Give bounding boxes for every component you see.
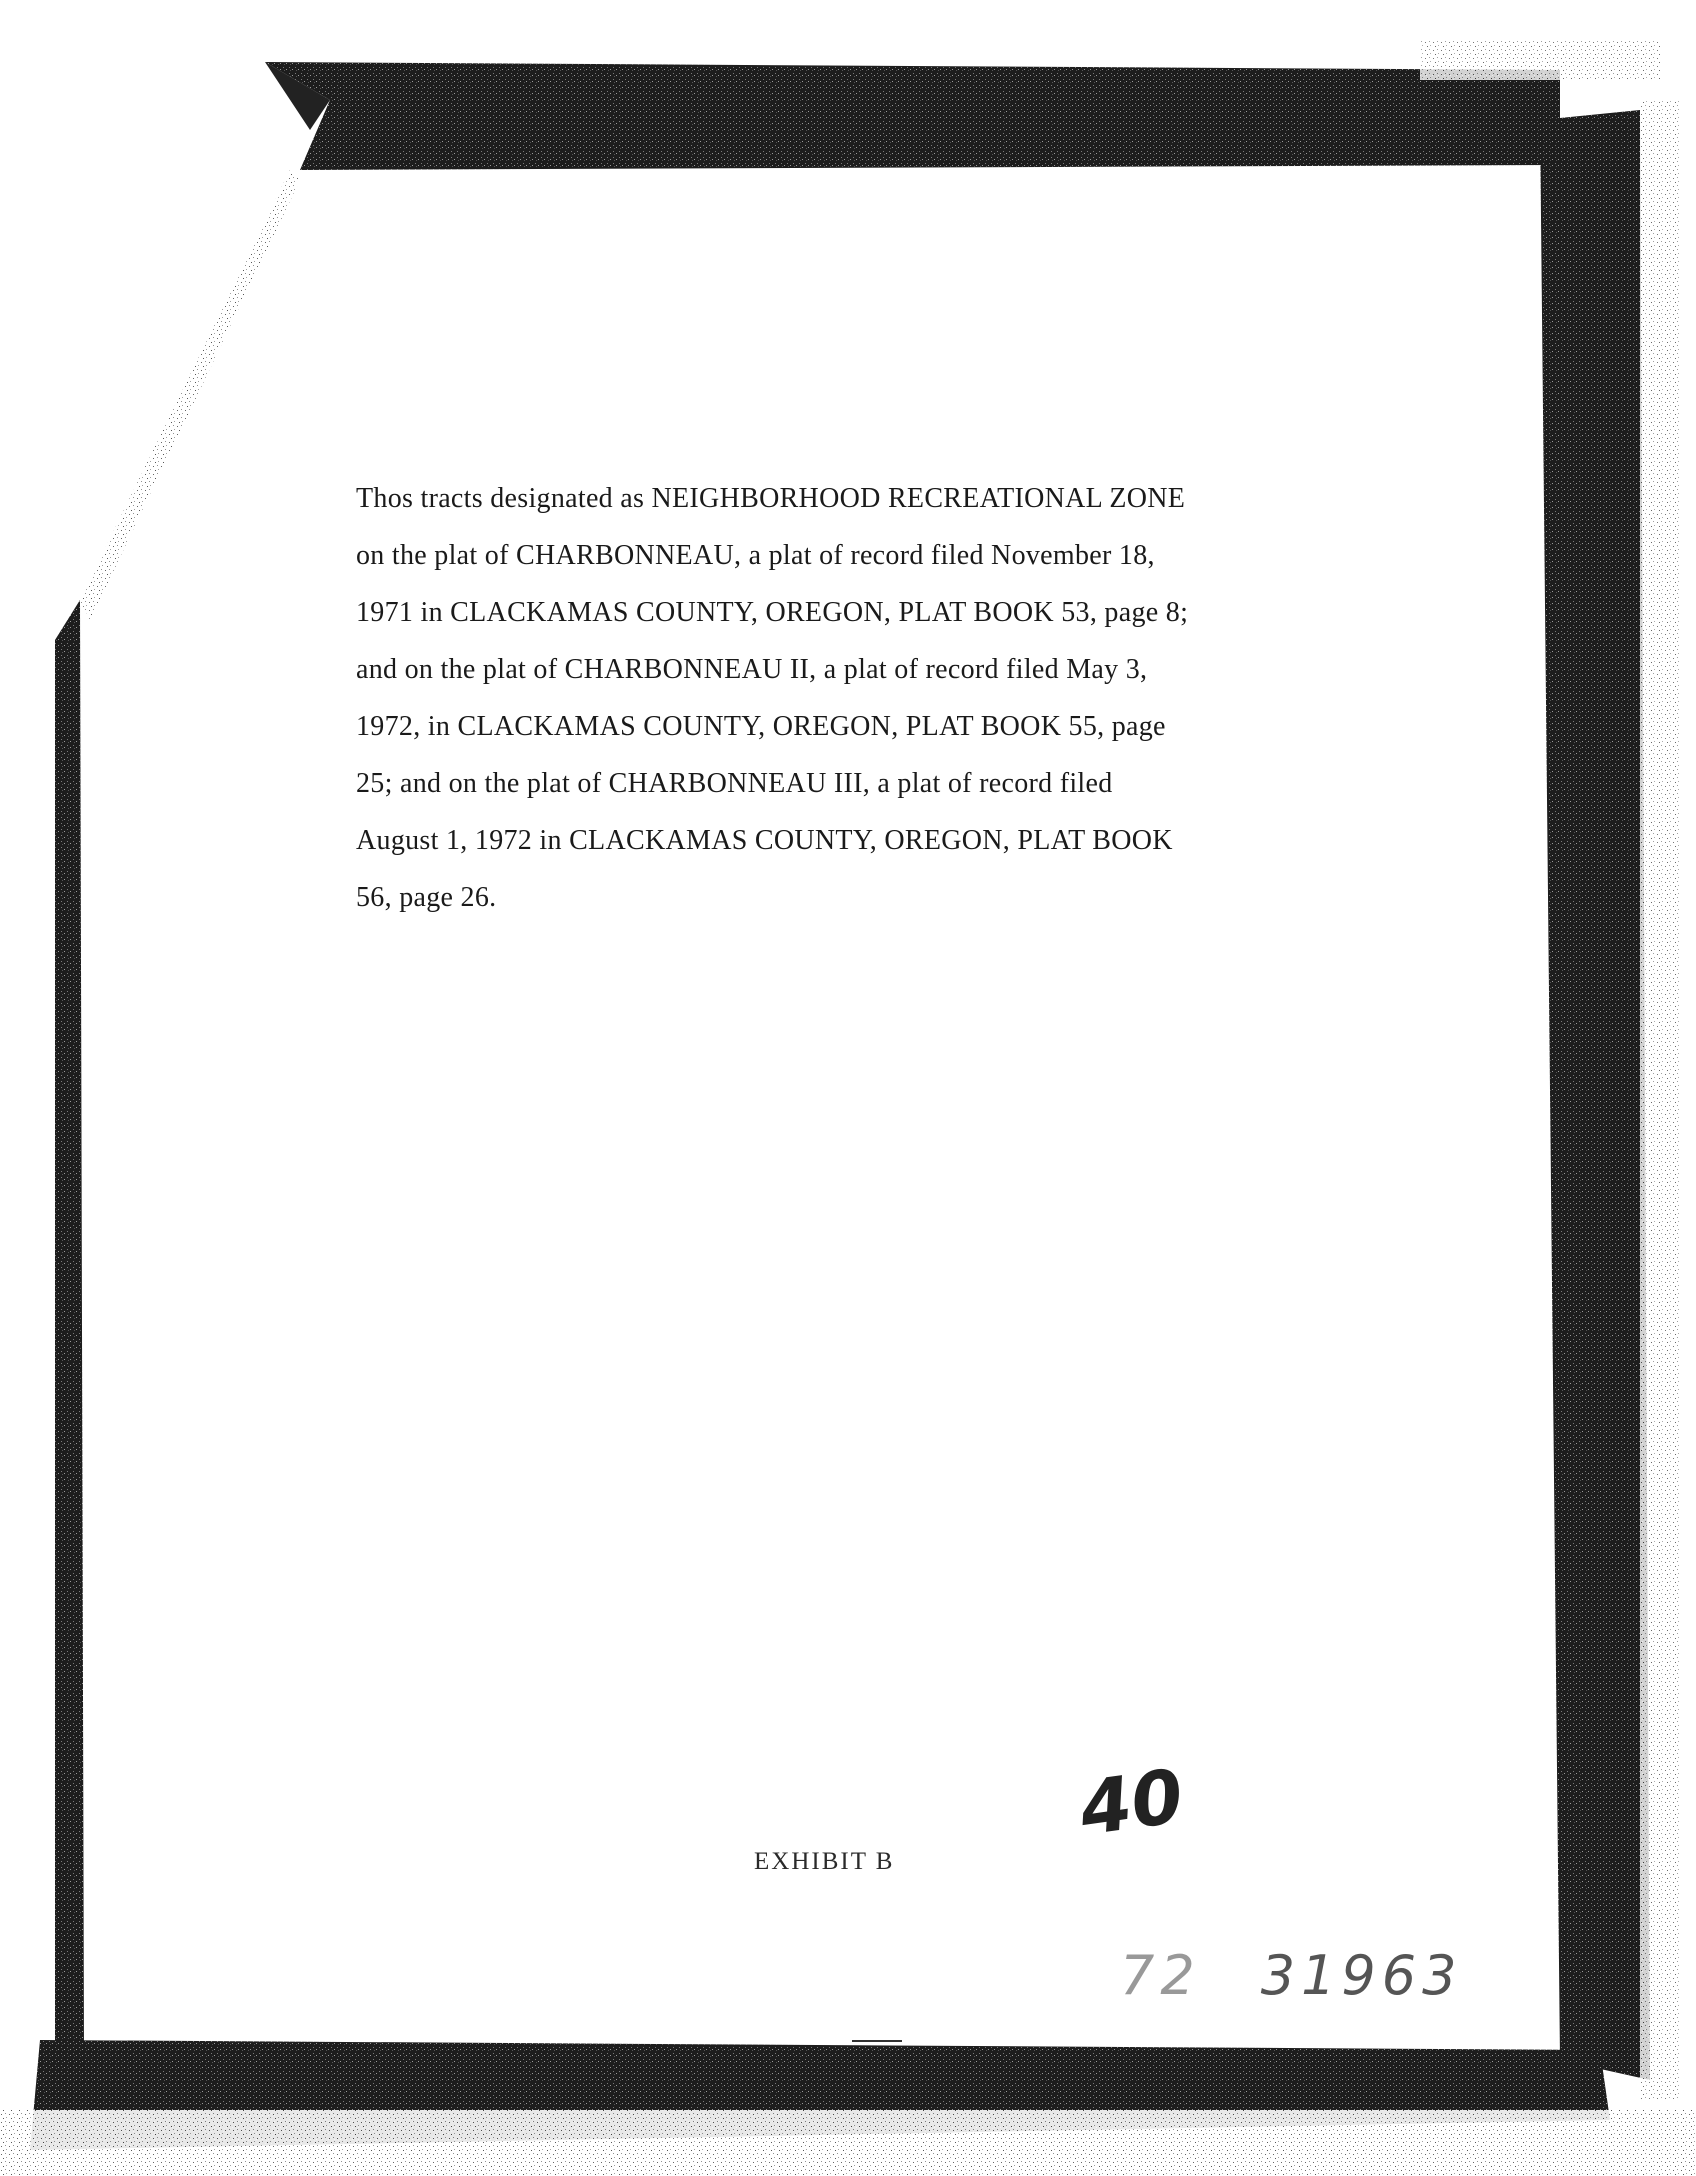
exhibit-label: EXHIBIT B	[754, 1848, 895, 1875]
paragraph-line: and on the plat of CHARBONNEAU II, a plat of record filed May 3,	[356, 654, 1148, 685]
paragraph-line: on the plat of CHARBONNEAU, a plat of record filed November 18,	[356, 540, 1155, 571]
paragraph-line: 56, page 26.	[356, 882, 497, 913]
handwritten-doc-prefix: 72	[1120, 1944, 1201, 2007]
handwritten-document-number	[1120, 1944, 1463, 2007]
bottom-dash-mark	[852, 2040, 902, 2042]
paragraph-line: Thos tracts designated as NEIGHBORHOOD RECREATIONAL ZONE	[356, 483, 1186, 514]
paragraph-line: August 1, 1972 in CLACKAMAS COUNTY, OREGON, PLAT BOOK	[356, 825, 1173, 856]
handwritten-page-number: 40	[1074, 1753, 1189, 1853]
paragraph-line: 1972, in CLACKAMAS COUNTY, OREGON, PLAT BOOK 55, page	[356, 711, 1166, 742]
paragraph-line: 25; and on the plat of CHARBONNEAU III, a plat of record filed	[356, 768, 1113, 799]
paragraph-line: 1971 in CLACKAMAS COUNTY, OREGON, PLAT BOOK 53, page 8;	[356, 597, 1189, 628]
recital-paragraph	[356, 470, 1356, 926]
handwritten-doc-number: 31963	[1260, 1944, 1463, 2007]
